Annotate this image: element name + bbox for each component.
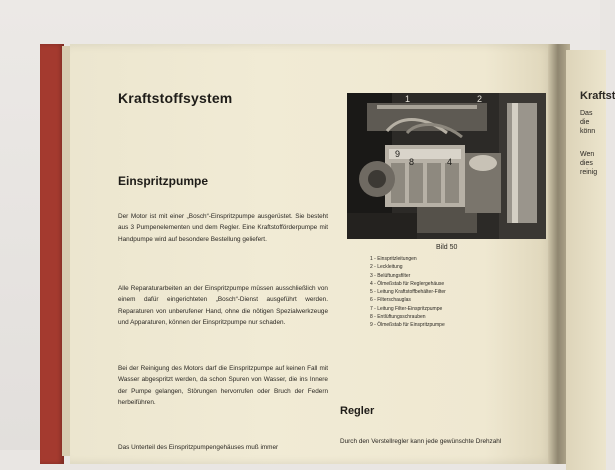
book-cover-spine	[40, 44, 64, 464]
photo-label-8: 8	[409, 157, 415, 167]
legend-item: 7 - Leitung Filter-Einspritzpumpe	[370, 305, 443, 312]
section-title: Kraftstoffsystem	[118, 90, 233, 106]
photo-label-9: 9	[395, 149, 401, 159]
right-page-line: Wen	[580, 151, 595, 158]
photo-label-1: 1	[405, 94, 411, 104]
regler-title: Regler	[340, 405, 375, 417]
subsection-title: Einspritzpumpe	[118, 174, 209, 188]
photo-label-4: 4	[447, 157, 453, 167]
legend-item: 4 - Ölmeßstab für Reglergehäuse	[370, 280, 445, 287]
engine-photo	[347, 93, 546, 239]
paragraph-4: Das Unterteil des Einspritzpumpengehäuses muß immer	[118, 444, 279, 451]
paragraph-1: Der Motor ist mit einer „Bosch“-Einspritzpumpe ausgerüstet. Sie besteht aus 3 Pumpenelementen und dem Regler. Eine Kraftstofförderpumpe mit Handpumpe wird auf besondere Bestellung geliefert.	[118, 213, 328, 243]
regler-paragraph: Durch den Verstellregler kann jede gewünschte Drehzahl	[340, 438, 502, 445]
right-page-line: reinig	[580, 169, 598, 176]
legend-item: 1 - Einspritzleitungen	[370, 256, 417, 262]
figure-caption: Bild 50	[436, 244, 458, 251]
right-page-line: dies	[580, 160, 593, 167]
legend-item: 5 - Leitung Kraftstoffbehälter-Filter	[370, 289, 446, 296]
legend-item: 2 - Leckleitung	[370, 264, 403, 271]
legend-item: 8 - Entlüftungsschrauben	[370, 314, 426, 321]
paragraph-2: Alle Reparaturarbeiten an der Einspritzpumpe müssen ausschließlich von einem dafür eingerichteten „Bosch“-Dienst ausgeführt werden. Reparaturen von unberufener Hand, ohne die nötigen Spezialwerkzeuge und Apparaturen, können der Einspritzpumpe nur schaden.	[118, 285, 328, 327]
figure-legend	[370, 255, 446, 330]
right-page-line: Das	[580, 110, 593, 117]
paragraph-3: Bei der Reinigung des Motors darf die Einspritzpumpe auf keinen Fall mit Wasser abgespritzt werden, da schon Spuren von Wasser, die ins Innere der Pumpe gelangen, Störungen hervorrufen oder Bruch der Federn herbeiführen.	[118, 365, 328, 407]
legend-item: 3 - Belüftungsfilter	[370, 272, 411, 279]
photo-label-2: 2	[477, 94, 483, 104]
right-page-line: könn	[580, 128, 596, 135]
right-page-title-fragment: Kraftst	[580, 90, 615, 102]
right-page-line: die	[580, 119, 590, 126]
legend-item: 9 - Ölmeßstab für Einspritzpumpe	[370, 322, 445, 329]
legend-item: 6 - Filterschauglas	[370, 297, 411, 304]
